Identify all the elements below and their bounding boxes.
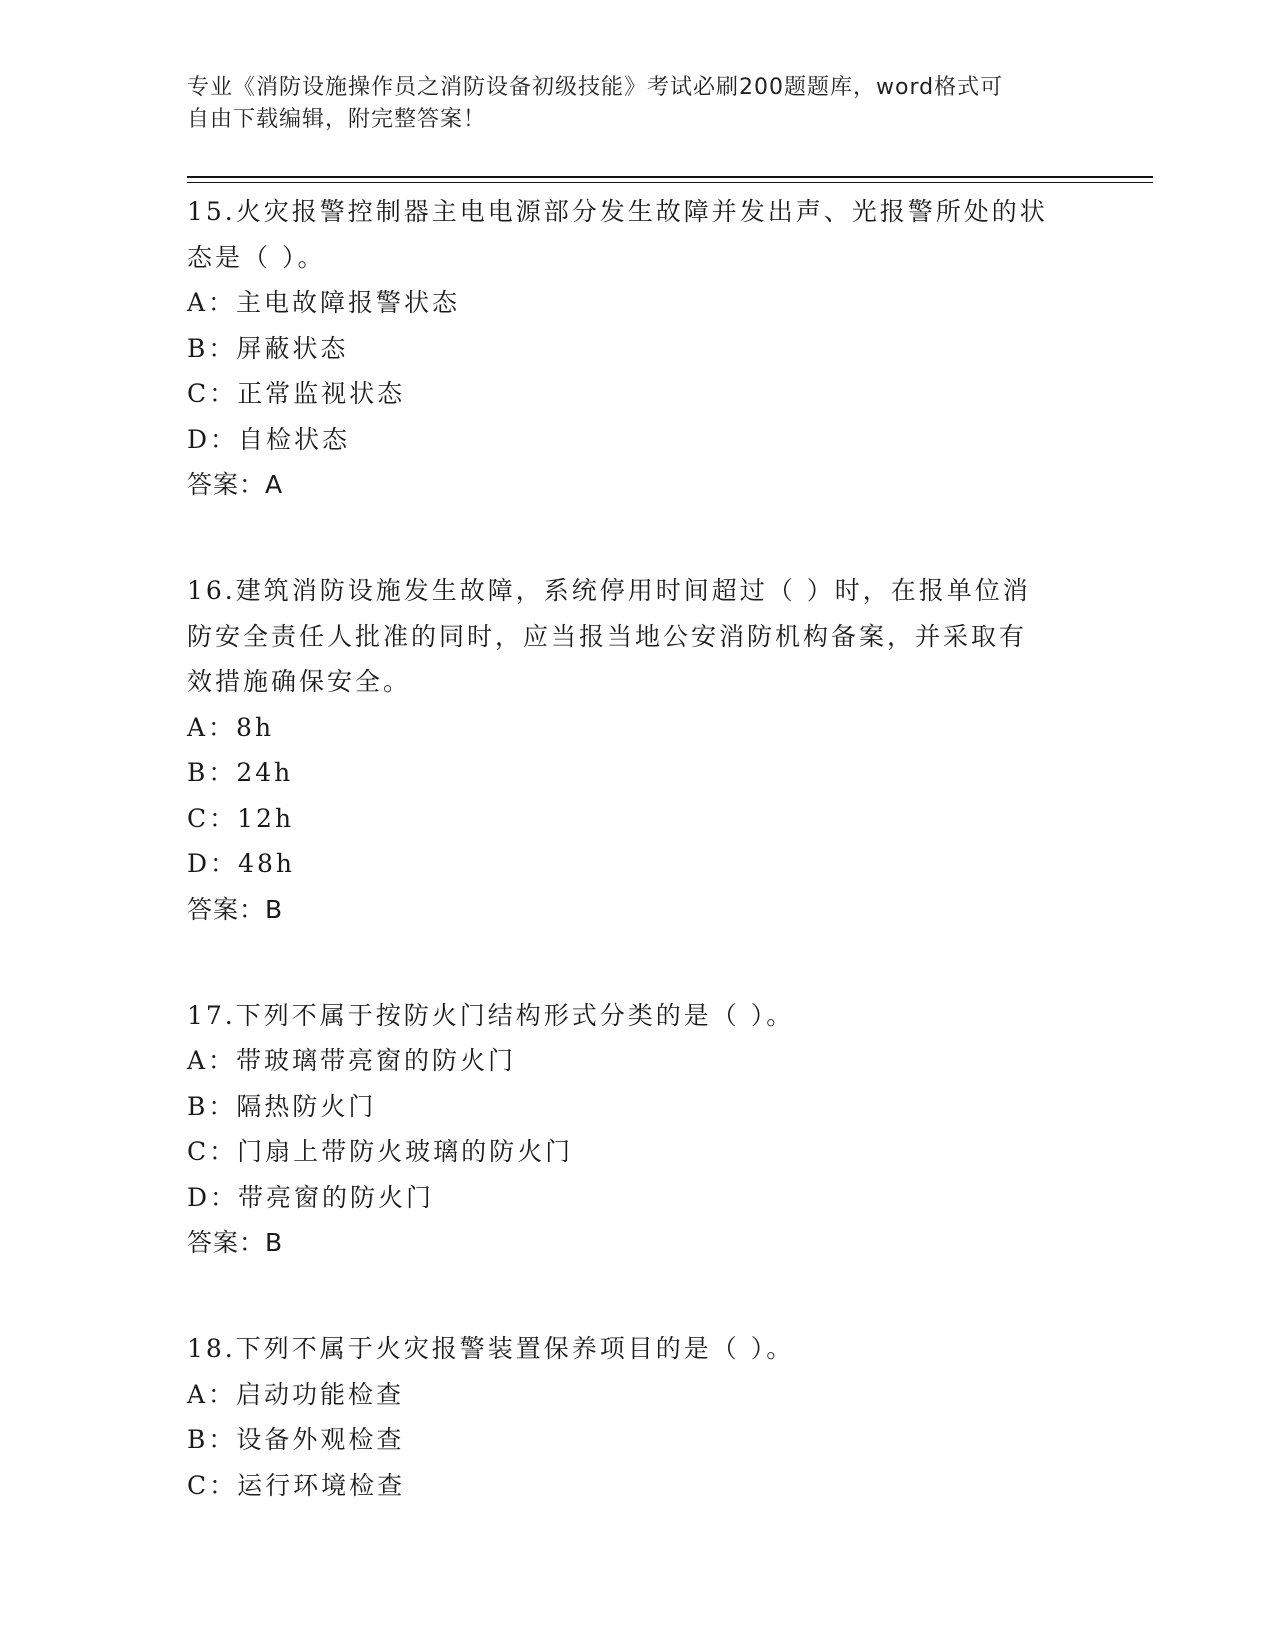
header-divider-thick — [187, 176, 1153, 178]
header-divider-thin — [187, 182, 1153, 183]
option-c: C：运行环境检查 — [187, 1470, 406, 1500]
option-b: B：隔热防火门 — [187, 1091, 377, 1121]
question-stem-line: 效措施确保安全。 — [187, 667, 412, 696]
option-b: B：24h — [187, 758, 294, 787]
option-a: A：8h — [187, 712, 275, 742]
question-block — [187, 568, 1087, 932]
answer-line: 答案：B — [187, 894, 284, 924]
question-block — [187, 189, 1087, 508]
question-block — [187, 1326, 1087, 1508]
question-list — [187, 189, 1087, 1508]
option-a: A：主电故障报警状态 — [187, 288, 461, 317]
question-stem-line: 15.火灾报警控制器主电电源部分发生故障并发出声、光报警所处的状 — [187, 197, 1048, 226]
question-stem-line: 防安全责任人批准的同时，应当报当地公安消防机构备案，并采取有 — [187, 621, 1028, 651]
option-a: A：启动功能检查 — [187, 1379, 405, 1409]
option-b: B：屏蔽状态 — [187, 333, 349, 363]
document-header — [187, 72, 1087, 136]
option-b: B：设备外观检查 — [187, 1425, 405, 1454]
question-stem-line: 17.下列不属于按防火门结构形式分类的是（ ）。 — [187, 1000, 795, 1030]
option-d: D：自检状态 — [187, 424, 351, 454]
question-spacer — [187, 1266, 1087, 1312]
question-stem-line: 态是（ ）。 — [187, 242, 326, 272]
question-stem-line: 16.建筑消防设施发生故障，系统停用时间超过（ ）时，在报单位消 — [187, 576, 1031, 605]
option-c: C：门扇上带防火玻璃的防火门 — [187, 1137, 574, 1166]
option-d: D：48h — [187, 849, 295, 878]
answer-line: 答案：B — [187, 1228, 284, 1257]
question-stem-line: 18.下列不属于火灾报警装置保养项目的是（ ）。 — [187, 1334, 795, 1363]
question-spacer — [187, 932, 1087, 978]
question-spacer — [187, 508, 1087, 554]
question-block — [187, 993, 1087, 1266]
answer-line: 答案：A — [187, 470, 284, 499]
header-line-2: 自由下载编辑，附完整答案！ — [187, 107, 487, 132]
option-d: D：带亮窗的防火门 — [187, 1182, 435, 1212]
option-a: A：带玻璃带亮窗的防火门 — [187, 1046, 517, 1075]
option-c: C：正常监视状态 — [187, 379, 406, 408]
option-c: C：12h — [187, 803, 295, 833]
header-line-1: 专业《消防设施操作员之消防设备初级技能》考试必刷200题题库，word格式可 — [187, 75, 1004, 100]
